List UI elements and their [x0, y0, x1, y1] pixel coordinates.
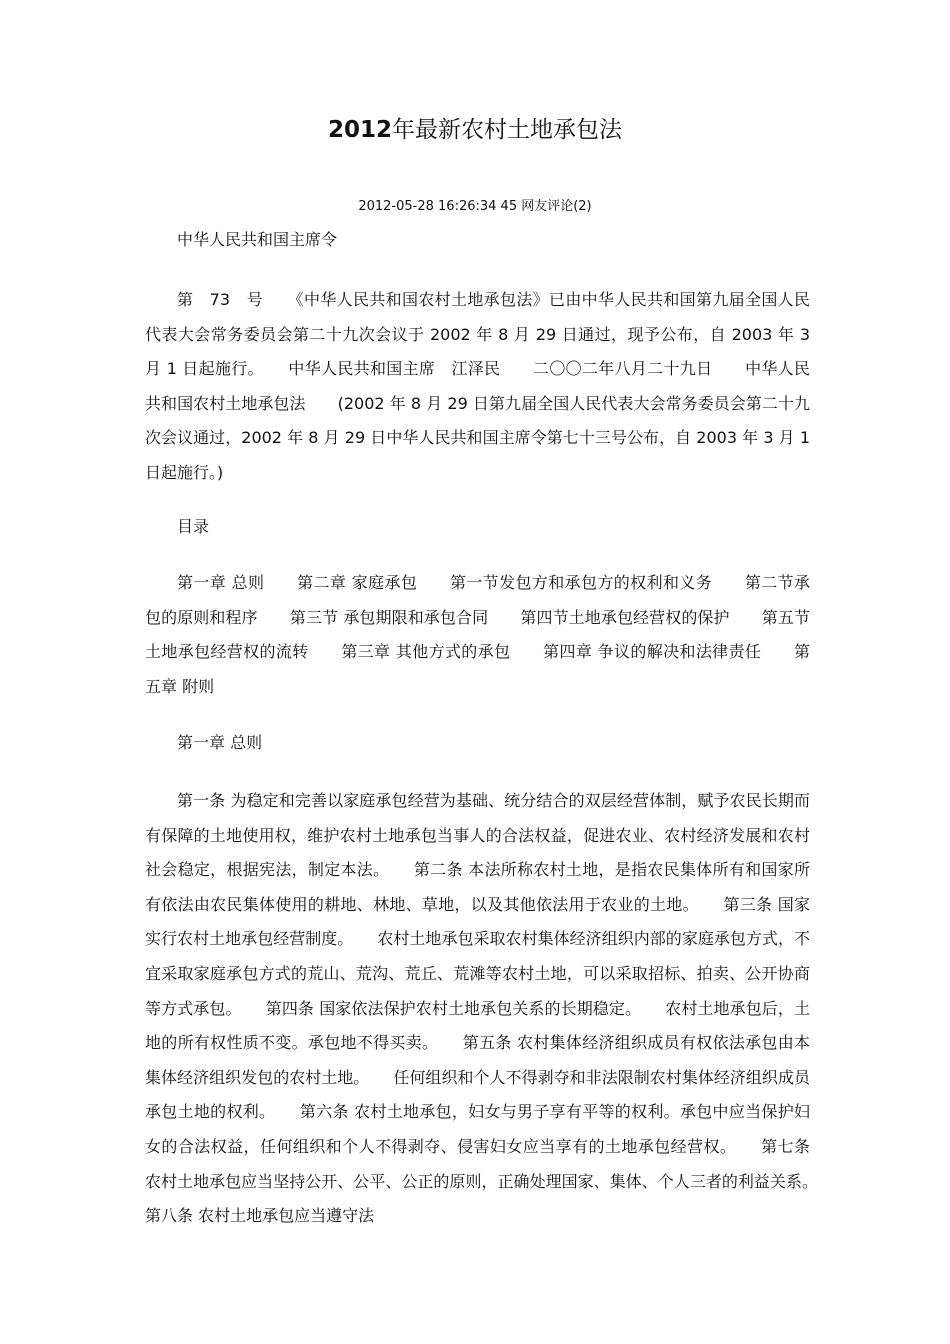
- title-text: 年最新农村土地承包法: [392, 117, 622, 143]
- presidential-order-paragraph: 第 73 号 《中华人民共和国农村土地承包法》已由中华人民共和国第九届全国人民代表大会常务委员会第二十九次会议于 2002 年 8 月 29 日通过，现予公布，自 2003 年 3 月 1 日起施行。 中华人民共和国主席 江泽民 二〇〇二年八月二十九日 中华人民共和国农村土地承包法 (2002 年 8 月 29 日第九届全国人民代表大会常务委员会第二十九次会议通过，2002 年 8 月 29 日中华人民共和国主席令第七十三号公布，自 2003 年 3 月 1 日起施行。): [145, 290, 810, 482]
- title-year: 2012: [327, 117, 392, 143]
- articles-paragraph: 第一条 为稳定和完善以家庭承包经营为基础、统分结合的双层经营体制，赋予农民长期而有保障的土地使用权，维护农村土地承包当事人的合法权益，促进农业、农村经济发展和农村社会稳定，根据宪法，制定本法。 第二条 本法所称农村土地，是指农民集体所有和国家所有依法由农民集体使用的耕地、林地、草地，以及其他依法用于农业的土地。 第三条 国家实行农村土地承包经营制度。 农村土地承包采取农村集体经济组织内部的家庭承包方式，不宜采取家庭承包方式的荒山、荒沟、荒丘、荒滩等农村土地，可以采取招标、拍卖、公开协商等方式承包。 第四条 国家依法保护农村土地承包关系的长期稳定。 农村土地承包后，土地的所有权性质不变。承包地不得买卖。 第五条 农村集体经济组织成员有权依法承包由本集体经济组织发包的农村土地。 任何组织和个人不得剥夺和非法限制农村集体经济组织成员承包土地的权利。 第六条 农村土地承包，妇女与男子享有平等的权利。承包中应当保护妇女的合法权益，任何组织和个人不得剥夺、侵害妇女应当享有的土地承包经营权。 第七条 农村土地承包应当坚持公开、公平、公正的原则，正确处理国家、集体、个人三者的利益关系。 第八条 农村土地承包应当遵守法: [145, 791, 843, 1226]
- toc-heading: 目录: [177, 517, 210, 536]
- document-title: [0, 112, 950, 148]
- chapter-heading: 第一章 总则: [177, 733, 263, 752]
- publish-meta-line: 2012-05-28 16:26:34 45 网友评论(2): [358, 199, 592, 214]
- table-of-contents: 第一章 总则 第二章 家庭承包 第一节发包方和承包方的权利和义务 第二节承包的原则和程序 第三节 承包期限和承包合同 第四节土地承包经营权的保护 第五节土地承包经营权的流转 第三章 其他方式的承包 第四章 争议的解决和法律责任 第五章 附则: [145, 573, 810, 696]
- decree-heading: 中华人民共和国主席令: [177, 230, 338, 249]
